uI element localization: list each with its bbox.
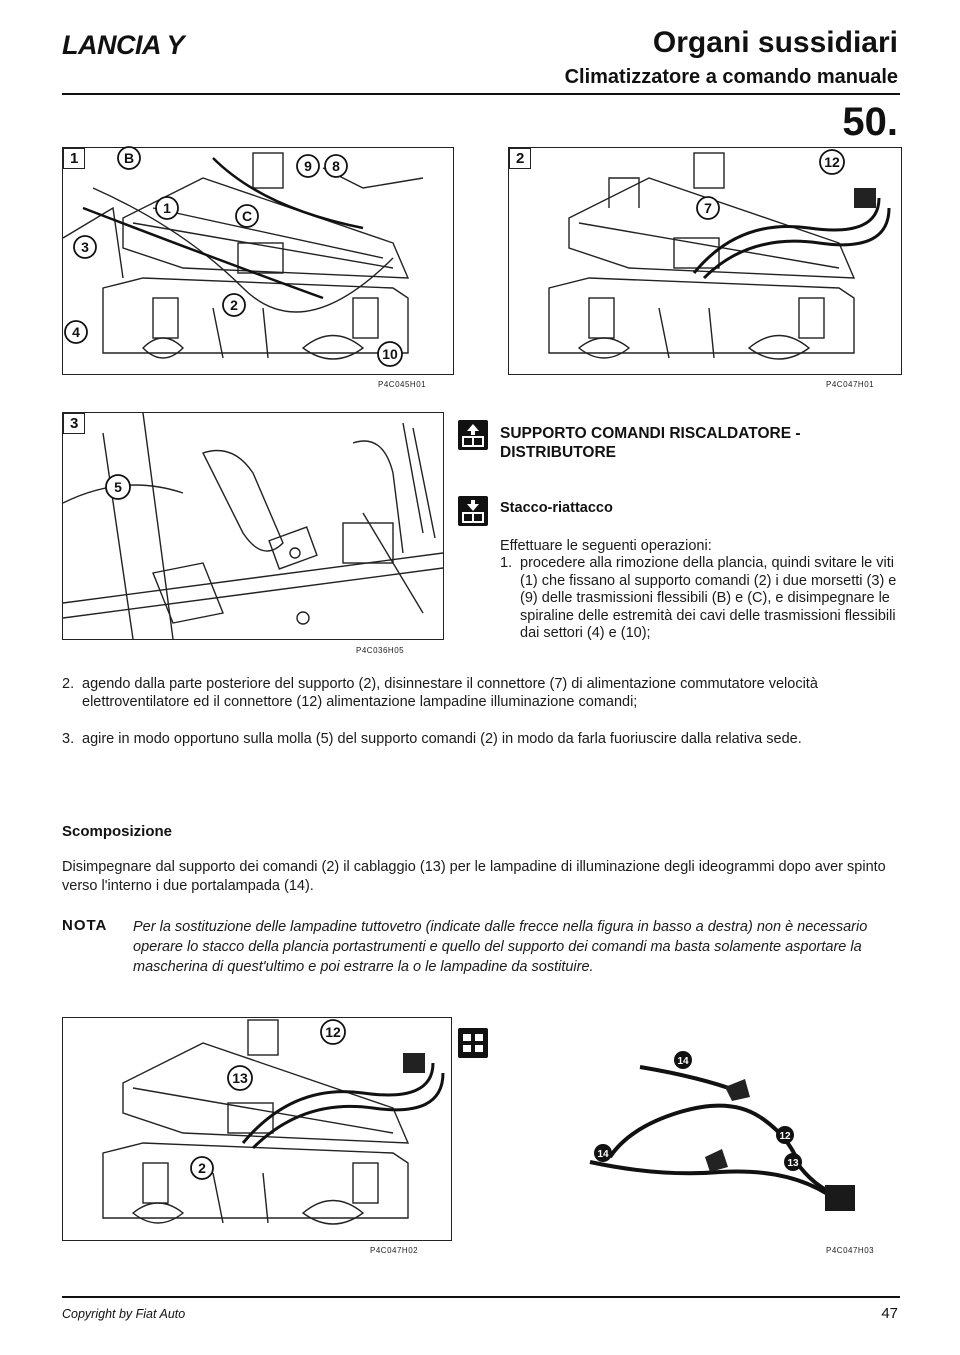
figure-code: P4C047H01 <box>826 380 875 389</box>
callout-label: 12 <box>325 1024 341 1040</box>
callout-label: C <box>241 208 253 224</box>
list-text: agendo dalla parte posteriore del supporto (2), disinnestare il connettore (7) di alimentazione commutatore velocità elettroventilatore ed il connettore (12) alimentazione lampadine illuminazione comandi; <box>82 676 818 710</box>
note-text: Per la sostituzione delle lampadine tuttovetro (indicate dalle frecce nella figura in basso a destra) non è necessario operare lo stacco della plancia portastrumenti e quello del supporto dei comandi ma basta solamente asportare la mascherina di quest'ultimo e poi estrarre la o le lampadine da sostituire. <box>133 919 868 975</box>
callout-label: 5 <box>114 479 122 495</box>
scomposizione-text: Disimpegnare dal supporto dei comandi (2) il cablaggio (13) per le lampadine di illuminazione degli ideogrammi dopo aver spinto verso l'interno i due portalampada (14). <box>62 859 886 894</box>
callout-label: 2 <box>230 297 238 313</box>
list-text: procedere alla rimozione della plancia, quindi svitare le viti (1) che fissano al supporto comandi (2) i due morsetti (3) e (9) delle trasmissioni flessibili (B) e (C), e disimpegnare le spiraline delle estremità dei cavi delle trasmissioni flessibili dai settori (4) e (10); <box>520 555 897 641</box>
list-text: agire in modo opportuno sulla molla (5) del supporto comandi (2) in modo da farla fuoriuscire dalla relativa sede. <box>82 731 802 747</box>
section-heading: SUPPORTO COMANDI RISCALDATORE - DISTRIBUTORE <box>500 425 801 461</box>
list-number: 2. <box>62 676 75 692</box>
figure-code: P4C047H02 <box>370 1246 419 1255</box>
callout-label: 10 <box>382 346 398 362</box>
page-code: 50. <box>842 100 898 144</box>
copyright-text: Copyright by Fiat Auto <box>62 1307 186 1321</box>
callout-label: 13 <box>787 1158 799 1169</box>
figure-number: 2 <box>509 148 531 169</box>
figure-code: P4C045H01 <box>378 380 427 389</box>
callout-label: 2 <box>198 1160 206 1176</box>
callout-label: 9 <box>304 158 312 174</box>
callout-label: 8 <box>332 158 340 174</box>
callout-label: 13 <box>232 1070 248 1086</box>
callout-label: 12 <box>779 1131 791 1142</box>
section-title: Organi sussidiari <box>652 26 898 59</box>
callout-label: 4 <box>72 324 80 340</box>
callout-label: 3 <box>81 239 89 255</box>
figure-number: 3 <box>63 413 85 434</box>
intro-text: Effettuare le seguenti operazioni: <box>500 538 712 554</box>
figure-code: P4C047H03 <box>826 1246 875 1255</box>
callout-label: 14 <box>597 1149 609 1160</box>
callout-label: 1 <box>163 200 171 216</box>
callout-label: 14 <box>677 1056 689 1067</box>
page-number: 47 <box>881 1305 898 1322</box>
scomposizione-heading: Scomposizione <box>62 823 173 840</box>
callout-label: 12 <box>824 154 840 170</box>
section-subtitle: Climatizzatore a comando manuale <box>564 66 898 88</box>
subsection-heading: Stacco-riattacco <box>500 500 613 516</box>
footer-rule <box>62 1296 900 1298</box>
brand-title: LANCIA Y <box>62 30 185 60</box>
list-number: 1. <box>500 555 513 571</box>
figure-code: P4C036H05 <box>356 646 405 655</box>
list-number: 3. <box>62 731 75 747</box>
callout-label: 7 <box>704 200 712 216</box>
callout-label: B <box>123 150 135 166</box>
figure-number: 1 <box>63 148 85 169</box>
note-label: NOTA <box>62 917 108 934</box>
